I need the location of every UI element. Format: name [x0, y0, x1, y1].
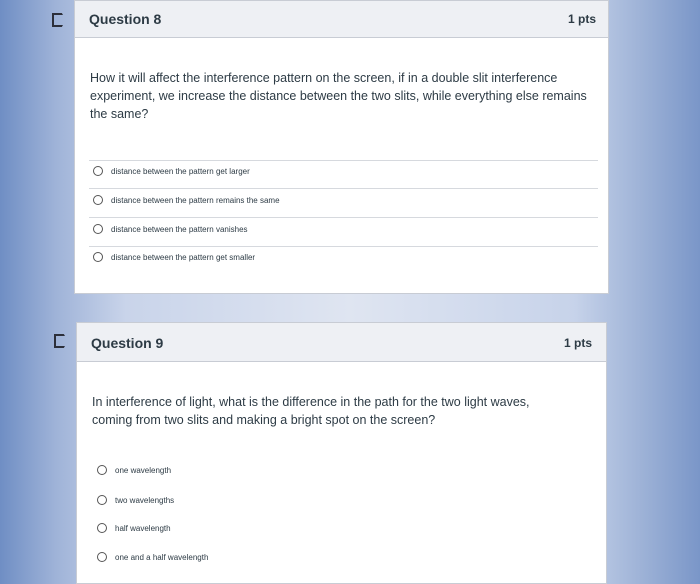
radio-button[interactable] [93, 195, 103, 205]
radio-button[interactable] [97, 523, 107, 533]
answer-option[interactable] [93, 224, 248, 234]
radio-button[interactable] [93, 224, 103, 234]
answer-label: half wavelength [115, 523, 171, 533]
answers-divider [89, 160, 598, 161]
answer-label: distance between the pattern get smaller [111, 252, 256, 262]
radio-button[interactable] [97, 495, 107, 505]
radio-button[interactable] [97, 552, 107, 562]
question-8-title: Question 8 [89, 11, 162, 27]
answer-option[interactable] [97, 465, 171, 475]
answer-label: distance between the pattern remains the same [111, 195, 280, 205]
answer-option[interactable] [93, 252, 255, 262]
flag-question-9-icon[interactable] [54, 334, 68, 348]
answer-label: distance between the pattern vanishes [111, 224, 248, 234]
question-8-text: How it will affect the interference pattern on the screen, if in a double slit interference experiment, we increase the distance between the two slits, while everything else remains the same? [90, 71, 587, 122]
question-8-points: 1 pts [567, 12, 596, 26]
answer-label: two wavelengths [115, 495, 175, 505]
answers-divider [89, 188, 598, 189]
flag-question-8-icon[interactable] [52, 13, 66, 27]
answer-option[interactable] [93, 195, 280, 205]
answer-label: one and a half wavelength [115, 552, 209, 562]
answer-option[interactable] [97, 523, 171, 533]
answer-option[interactable] [97, 552, 208, 562]
question-8-header [75, 1, 608, 38]
question-9-title: Question 9 [91, 335, 164, 351]
question-9-header [77, 323, 606, 362]
question-8-card [74, 0, 609, 294]
question-9-card [76, 322, 607, 584]
question-9-text: In interference of light, what is the difference in the path for the two light waves, coming from two slits and making a bright spot on the screen? [92, 395, 530, 428]
answer-option[interactable] [97, 495, 174, 505]
answers-divider [89, 217, 598, 218]
radio-button[interactable] [93, 166, 103, 176]
answer-option[interactable] [93, 166, 250, 176]
answer-label: distance between the pattern get larger [111, 166, 250, 176]
question-9-points: 1 pts [563, 336, 592, 350]
radio-button[interactable] [97, 465, 107, 475]
answer-label: one wavelength [115, 465, 172, 475]
radio-button[interactable] [93, 252, 103, 262]
answers-divider [89, 246, 598, 247]
